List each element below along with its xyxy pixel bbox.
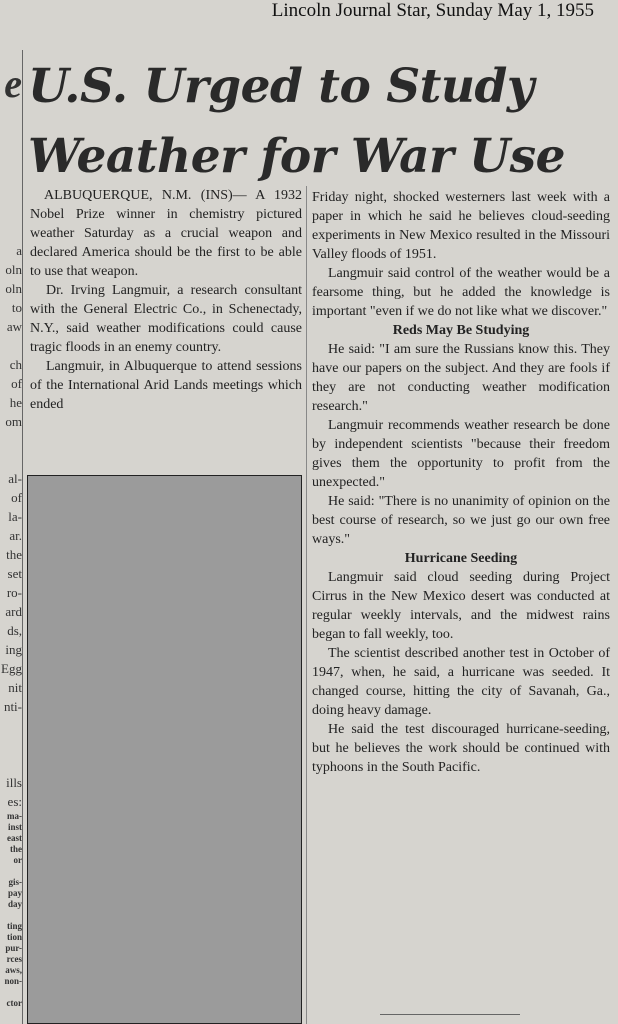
- fragment-text: Egg: [1, 661, 22, 676]
- fragment-text: nit: [8, 680, 22, 695]
- article-end-rule: [380, 1014, 520, 1015]
- fragment-text: [0, 754, 22, 773]
- subheading: Reds May Be Studying: [392, 323, 530, 338]
- fragment-text: [0, 431, 22, 450]
- fragment-text: to: [11, 300, 22, 315]
- fragment-text: [0, 735, 22, 754]
- fragment-text: [0, 146, 22, 165]
- fragment-text-small: non-: [4, 976, 22, 986]
- fragment-text-small: day: [7, 899, 22, 909]
- article-paragraph: Langmuir, in Albuquerque to attend sessions of the International Arid Lands meetings which ended: [30, 359, 302, 412]
- fragment-text-small: aws,: [5, 965, 22, 975]
- article-paragraph: ALBUQUERQUE, N.M. (INS)— A 1932 Nobel Prize winner in chemistry pictured weather Saturday as a crucial weapon and declared America should be the first to be able to use that weapon.: [30, 188, 302, 279]
- headline: U.S. Urged to Study Weather for War Use: [28, 59, 566, 184]
- fragment-text: ds,: [7, 623, 22, 638]
- fragment-text: [0, 222, 22, 241]
- fragment-text: a: [16, 243, 22, 258]
- fragment-text: [0, 127, 22, 146]
- article-paragraph: Friday night, shocked westerners last week with a paper in which he said he believes cloud-seeding experiments in New Mexico resulted in the Missouri Valley floods of 1951.: [312, 190, 610, 262]
- article-column-1: [30, 186, 302, 414]
- fragment-text-small: ctor: [6, 998, 22, 1008]
- article-paragraph: He said: "I am sure the Russians know this. They have our papers on the subject. And they are fools if they are not conducting weather modification research.": [312, 342, 610, 414]
- fragment-text: [0, 184, 22, 203]
- fragment-text: ard: [5, 604, 22, 619]
- fragment-text: ar.: [9, 528, 22, 543]
- fragment-text: he: [9, 395, 22, 410]
- fragment-text: ills: [6, 775, 22, 790]
- article-paragraph: Langmuir said control of the weather would be a fearsome thing, but he added the knowledge is important "even if we do not like what we discover.": [312, 266, 610, 319]
- fragment-text-small: rces: [6, 954, 22, 964]
- fragment-text: aw: [6, 319, 22, 334]
- redacted-photo-block: [27, 475, 302, 1024]
- fragment-text-small: ma-: [7, 811, 22, 821]
- fragment-text: of: [11, 490, 22, 505]
- column-rule-middle: [306, 186, 307, 1024]
- article-column-2: [312, 188, 610, 777]
- column-rule-left: [22, 50, 23, 1024]
- fragment-text: [0, 716, 22, 735]
- fragment-text: [0, 203, 22, 222]
- fragment-text: es:: [7, 794, 22, 809]
- fragment-text: [0, 108, 22, 127]
- article-paragraph: The scientist described another test in October of 1947, when, he said, a hurricane was seeded. It changed course, hitting the city of Savanah, Ga., doing heavy damage.: [312, 646, 610, 718]
- fragment-text-small: [0, 910, 22, 921]
- fragment-text-small: or: [13, 855, 22, 865]
- fragment-text: the: [6, 547, 22, 562]
- subheading: Hurricane Seeding: [404, 551, 518, 566]
- clipping-source: Lincoln Journal Star, Sunday May 1, 1955: [271, 0, 594, 21]
- fragment-text-small: gis-: [8, 877, 22, 887]
- fragment-text-small: east: [7, 833, 22, 843]
- article-paragraph: Langmuir recommends weather research be done by independent scientists "because their freedom gives them the opportunity to profit from the unexpected.": [312, 418, 610, 490]
- article-paragraph: He said: "There is no unanimity of opinion on the best course of research, so we just go our own free ways.": [312, 494, 610, 547]
- fragment-text-small: the: [10, 844, 22, 854]
- fragment-text: la-: [8, 509, 22, 524]
- fragment-text: of: [11, 376, 22, 391]
- fragment-text-small: pay: [7, 888, 22, 898]
- fragment-text-small: ting: [6, 921, 22, 931]
- fragment-text-small: [0, 866, 22, 877]
- fragment-text: set: [7, 566, 22, 581]
- article-paragraph: Dr. Irving Langmuir, a research consultant with the General Electric Co., in Schenectady, N.Y., said weather modifications could cause tragic floods in an enemy country.: [30, 283, 302, 355]
- fragment-text: ro-: [6, 585, 22, 600]
- fragment-text: e: [4, 61, 22, 106]
- fragment-text-small: inst: [7, 822, 22, 832]
- fragment-text: ing: [5, 642, 22, 657]
- fragment-text: ch: [9, 357, 22, 372]
- adjacent-column-fragments: [0, 60, 22, 1024]
- fragment-text: om: [5, 414, 22, 429]
- fragment-text: [0, 336, 22, 355]
- fragment-text: [0, 165, 22, 184]
- fragment-text: al-: [8, 471, 22, 486]
- fragment-text: [0, 450, 22, 469]
- fragment-text-small: [0, 987, 22, 998]
- article-paragraph: Langmuir said cloud seeding during Project Cirrus in the New Mexico desert was conducted at regular weekly intervals, and the midwest rains began to fall weekly, too.: [312, 570, 610, 642]
- fragment-text-small: pur-: [5, 943, 22, 953]
- fragment-text: oln: [5, 262, 22, 277]
- fragment-text: oln: [5, 281, 22, 296]
- fragment-text: nti-: [3, 699, 22, 714]
- article-paragraph: He said the test discouraged hurricane-seeding, but he believes the work should be continued with typhoons in the South Pacific.: [312, 722, 610, 775]
- fragment-text-small: tion: [6, 932, 22, 942]
